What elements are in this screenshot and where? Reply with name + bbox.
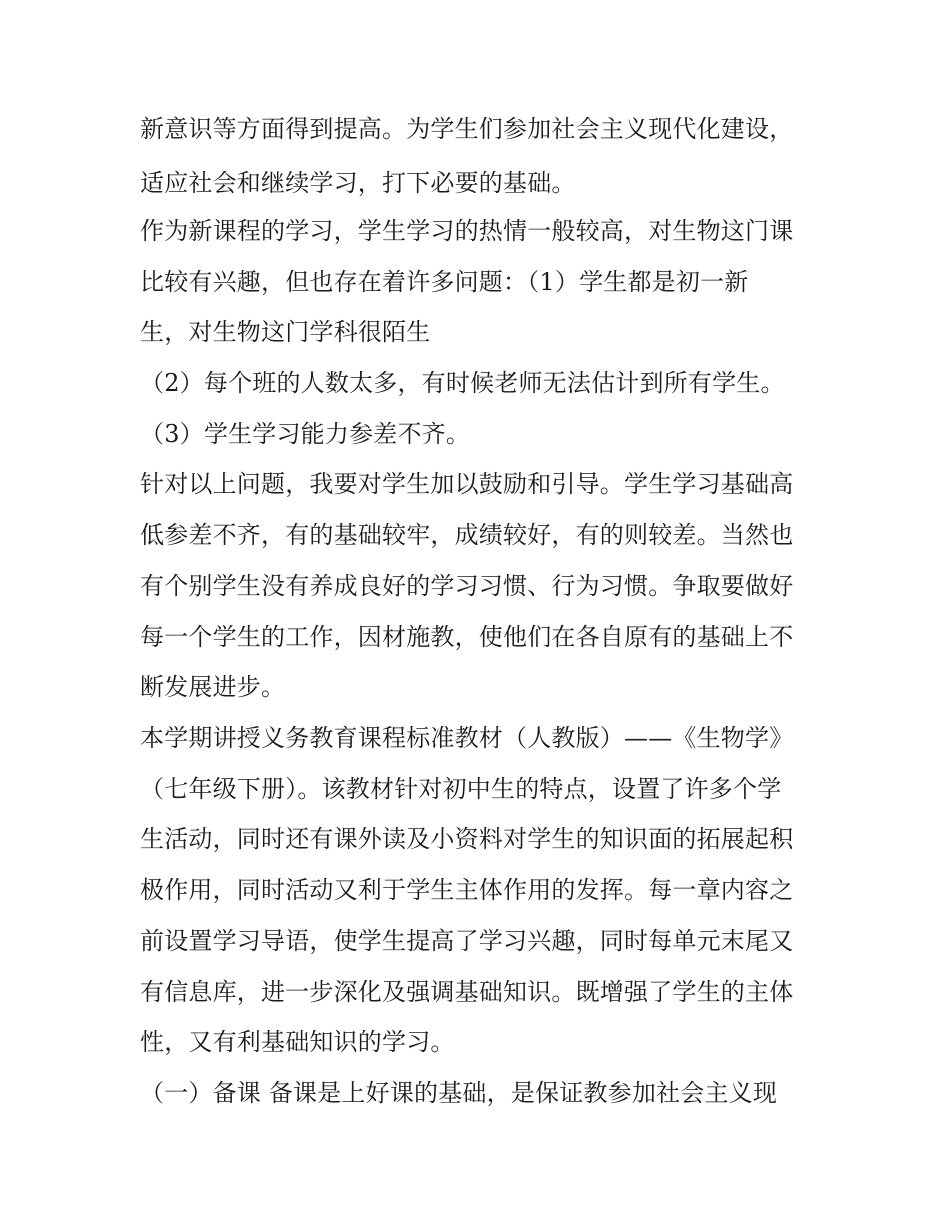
text-line: （2）每个班的人数太多，有时候老师无法估计到所有学生。	[140, 369, 785, 397]
text-line: 极作用，同时活动又利于学生主体作用的发挥。每一章内容之	[140, 876, 794, 904]
text-line: 比较有兴趣，但也存在着许多问题：（1）学生都是初一新	[140, 268, 749, 296]
text-line: 生活动，同时还有课外读及小资料对学生的知识面的拓展起积	[140, 825, 794, 853]
text-line: 低参差不齐，有的基础较牢，成绩较好，有的则较差。当然也	[140, 521, 794, 549]
text-line: 性，又有利基础知识的学习。	[140, 1028, 455, 1056]
text-line: 本学期讲授义务教育课程标准教材（人教版）——《生物学》	[140, 724, 794, 752]
text-line: 有信息库，进一步深化及强调基础知识。既增强了学生的主体	[140, 978, 794, 1006]
text-line: （一）备课 备课是上好课的基础，是保证教参加社会主义现	[140, 1079, 778, 1107]
text-line: 针对以上问题，我要对学生加以鼓励和引导。学生学习基础高	[140, 470, 794, 498]
text-line: （3）学生学习能力参差不齐。	[140, 420, 471, 448]
text-line: 断发展进步。	[140, 673, 286, 701]
text-line: 新意识等方面得到提高。为学生们参加社会主义现代化建设，	[140, 115, 794, 143]
text-line: 有个别学生没有养成良好的学习习惯、行为习惯。争取要做好	[140, 572, 794, 600]
text-line: （七年级下册）。该教材针对初中生的特点，设置了许多个学	[140, 775, 782, 803]
text-line: 前设置学习导语，使学生提高了学习兴趣，同时每单元末尾又	[140, 927, 794, 955]
text-line: 每一个学生的工作，因材施教，使他们在各自原有的基础上不	[140, 623, 794, 651]
text-line: 适应社会和继续学习，打下必要的基础。	[140, 169, 576, 197]
text-line: 生，对生物这门学科很陌生	[140, 318, 431, 346]
text-line: 作为新课程的学习，学生学习的热情一般较高，对生物这门课	[140, 217, 794, 245]
